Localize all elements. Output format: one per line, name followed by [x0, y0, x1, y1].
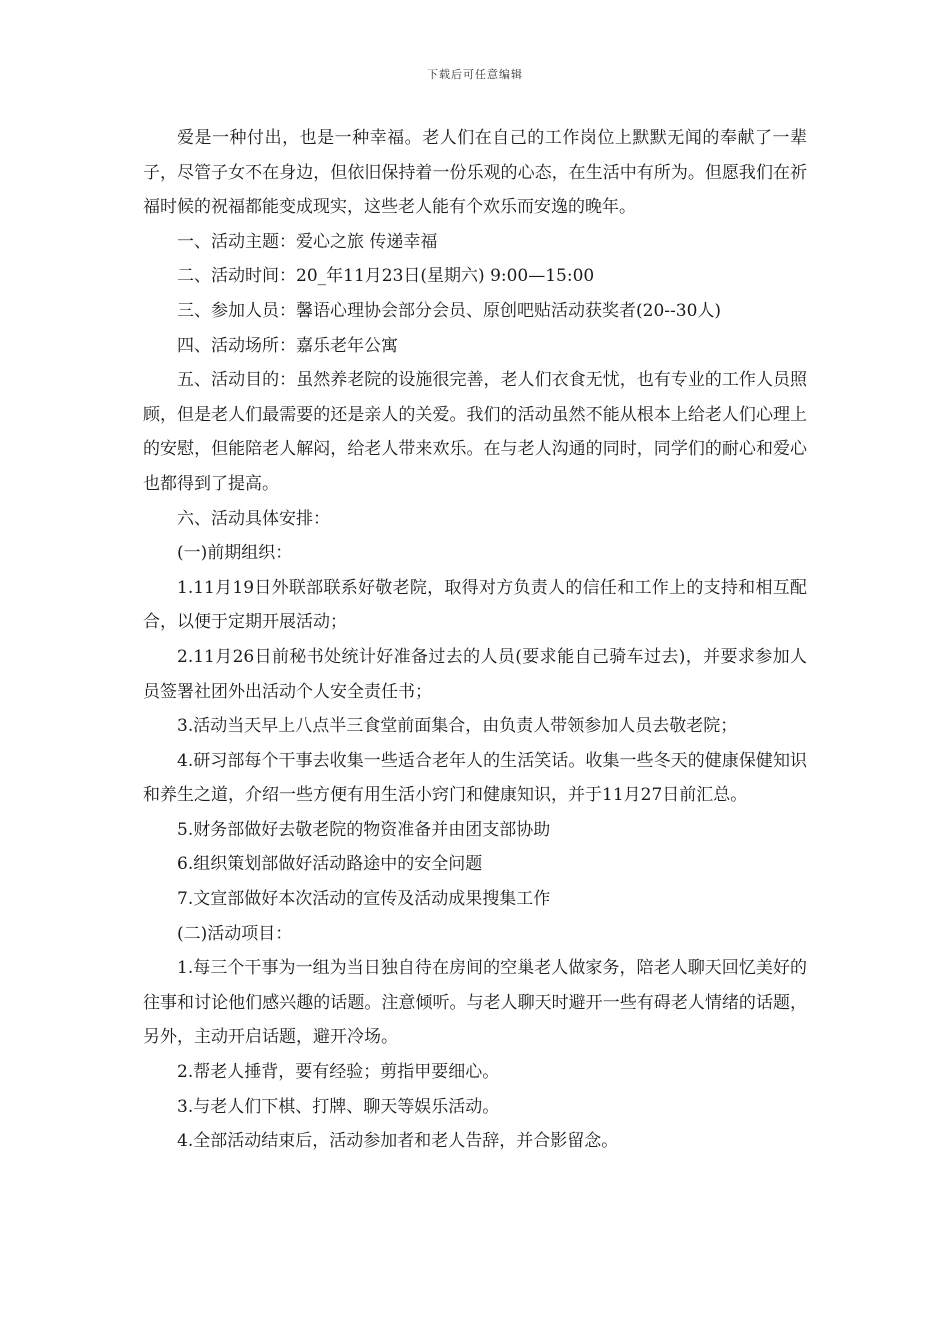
project-item-3: 3.与老人们下棋、打牌、聊天等娱乐活动。 [177, 1096, 500, 1117]
preparation-item-4: 4.研习部每个干事去收集一些适合老年人的生活笑话。收集一些冬天的健康保健知识和养生之道，介绍一些方便有用生活小窍门和健康知识，并于11月27日前汇总。 [143, 750, 807, 806]
preparation-item-5: 5.财务部做好去敬老院的物资准备并由团支部协助 [177, 819, 551, 840]
project-item-1: 1.每三个干事为一组为当日独自待在房间的空巢老人做家务，陪老人聊天回忆美好的往事和讨论他们感兴趣的话题。注意倾听。与老人聊天时避开一些有碍老人情绪的话题，另外，主动开启话题，避开冷场。 [143, 958, 807, 1048]
preparation-item-3: 3.活动当天早上八点半三食堂前面集合，由负责人带领参加人员去敬老院； [177, 716, 738, 737]
activity-theme: 一、活动主题：爱心之旅 传递幸福 [177, 231, 438, 252]
project-item-2: 2.帮老人捶背，要有经验；剪指甲要细心。 [177, 1062, 500, 1083]
page-header-note: 下载后可任意编辑 [427, 68, 523, 81]
arrangement-heading: 六、活动具体安排： [177, 508, 330, 529]
preparation-heading: (一)前期组织： [177, 543, 293, 564]
preparation-item-7: 7.文宣部做好本次活动的宣传及活动成果搜集工作 [177, 889, 551, 910]
activity-venue: 四、活动场所：嘉乐老年公寓 [177, 335, 398, 356]
activity-purpose: 五、活动目的：虽然养老院的设施很完善，老人们衣食无忧，也有专业的工作人员照顾，但是老人们最需要的还是亲人的关爱。我们的活动虽然不能从根本上给老人们心理上的安慰，但能陪老人解闷，给老人带来欢乐。在与老人沟通的同时，同学们的耐心和爱心也都得到了提高。 [143, 370, 807, 494]
preparation-item-1: 1.11月19日外联部联系好敬老院，取得对方负责人的信任和工作上的支持和相互配合，以便于定期开展活动； [143, 577, 807, 633]
preparation-item-6: 6.组织策划部做好活动路途中的安全问题 [177, 854, 483, 875]
projects-heading: (二)活动项目： [177, 923, 293, 944]
intro-paragraph: 爱是一种付出，也是一种幸福。老人们在自己的工作岗位上默默无闻的奉献了一辈子，尽管子女不在身边，但依旧保持着一份乐观的心态，在生活中有所为。但愿我们在祈福时候的祝福都能变成现实，这些老人能有个欢乐而安逸的晚年。 [143, 128, 807, 218]
preparation-item-2: 2.11月26日前秘书处统计好准备过去的人员(要求能自己骑车过去)，并要求参加人员签署社团外出活动个人安全责任书； [143, 646, 807, 702]
activity-time: 二、活动时间：20_年11月23日(星期六) 9:00—15:00 [177, 266, 595, 287]
document-body [143, 121, 807, 1159]
project-item-4: 4.全部活动结束后，活动参加者和老人告辞，并合影留念。 [177, 1131, 619, 1152]
participants: 三、参加人员：馨语心理协会部分会员、原创吧贴活动获奖者(20--30人) [177, 300, 722, 321]
